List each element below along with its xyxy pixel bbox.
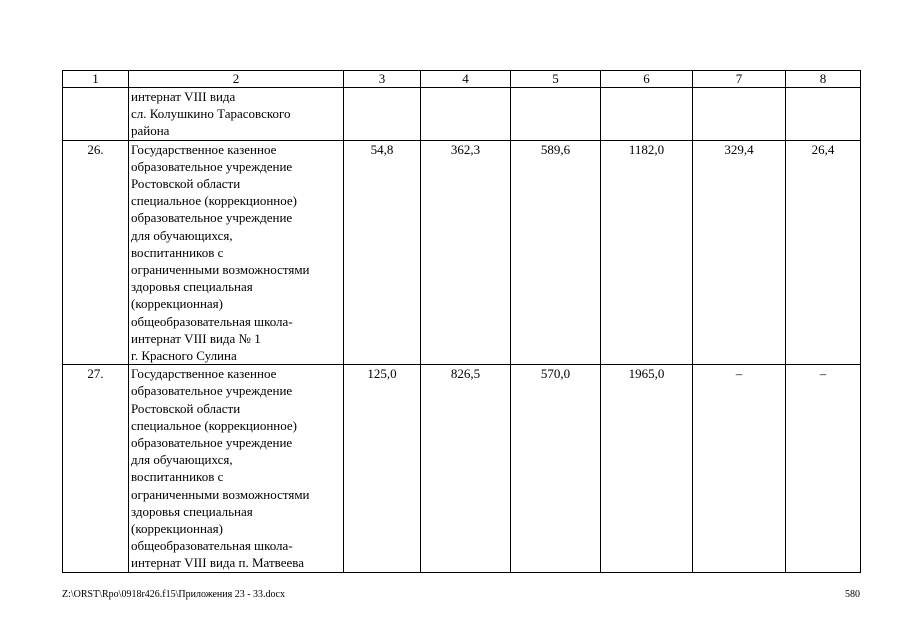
name-line: Государственное казенное	[131, 366, 277, 382]
name-line: образовательное учреждение	[131, 435, 293, 451]
value-cell: 54,8	[344, 140, 421, 365]
page-number: 580	[845, 589, 860, 600]
value-cell: 1182,0	[601, 140, 693, 365]
column-header: 2	[129, 71, 344, 88]
name-line: здоровья специальная	[131, 279, 253, 295]
table-row	[63, 365, 861, 572]
name-line: ограниченными возможностями	[131, 486, 310, 502]
table-row-continuation	[63, 88, 861, 141]
column-header: 1	[63, 71, 129, 88]
name-line: общеобразовательная школа-	[131, 538, 293, 554]
row-number-cell	[63, 88, 129, 141]
row-number-cell: 26.	[63, 140, 129, 365]
value-cell	[601, 88, 693, 141]
name-line: (коррекционная)	[131, 296, 223, 312]
name-line: интернат VIII вида	[131, 89, 236, 104]
institution-name-cell	[129, 88, 344, 141]
name-line: воспитанников с	[131, 469, 224, 485]
name-line: (коррекционная)	[131, 521, 223, 537]
row-number-cell: 27.	[63, 365, 129, 572]
value-cell: 826,5	[421, 365, 511, 572]
name-line: района	[131, 123, 170, 139]
name-line: для обучающихся,	[131, 227, 233, 243]
name-line: общеобразовательная школа-	[131, 313, 293, 329]
column-header: 3	[344, 71, 421, 88]
name-line: образовательное учреждение	[131, 383, 293, 399]
value-cell: 329,4	[693, 140, 786, 365]
name-line: интернат VIII вида № 1	[131, 330, 261, 346]
name-line: для обучающихся,	[131, 452, 233, 468]
name-line: образовательное учреждение	[131, 210, 293, 226]
value-cell	[421, 88, 511, 141]
column-header: 7	[693, 71, 786, 88]
institution-name-cell	[129, 365, 344, 572]
name-line: интернат VIII вида п. Матвеева	[131, 555, 305, 571]
column-header: 6	[601, 71, 693, 88]
value-cell: –	[693, 365, 786, 572]
value-cell: 26,4	[786, 140, 861, 365]
value-cell	[786, 88, 861, 141]
data-table	[62, 70, 861, 573]
value-cell: 1965,0	[601, 365, 693, 572]
name-line: специальное (коррекционное)	[131, 417, 298, 433]
name-line: специальное (коррекционное)	[131, 193, 298, 209]
name-line: здоровья специальная	[131, 503, 253, 519]
name-line: воспитанников с	[131, 244, 224, 260]
column-header: 4	[421, 71, 511, 88]
file-path: Z:\ORST\Rpo\0918r426.f15\Приложения 23 - 33.docx	[62, 589, 285, 600]
value-cell	[344, 88, 421, 141]
value-cell: –	[786, 365, 861, 572]
value-cell: 589,6	[511, 140, 601, 365]
column-header: 8	[786, 71, 861, 88]
name-line: ограниченными возможностями	[131, 262, 310, 278]
name-line: Государственное казенное	[131, 141, 277, 157]
name-line: образовательное учреждение	[131, 158, 293, 174]
value-cell	[511, 88, 601, 141]
name-line: г. Красного Сулина	[131, 348, 237, 364]
value-cell	[693, 88, 786, 141]
column-number-row	[63, 71, 861, 88]
column-header: 5	[511, 71, 601, 88]
value-cell: 570,0	[511, 365, 601, 572]
value-cell: 125,0	[344, 365, 421, 572]
name-line: Ростовской области	[131, 400, 241, 416]
institution-name-cell	[129, 140, 344, 365]
name-line: Ростовской области	[131, 176, 241, 192]
value-cell: 362,3	[421, 140, 511, 365]
table-row	[63, 140, 861, 365]
name-line: сл. Колушкино Тарасовского	[131, 106, 291, 122]
